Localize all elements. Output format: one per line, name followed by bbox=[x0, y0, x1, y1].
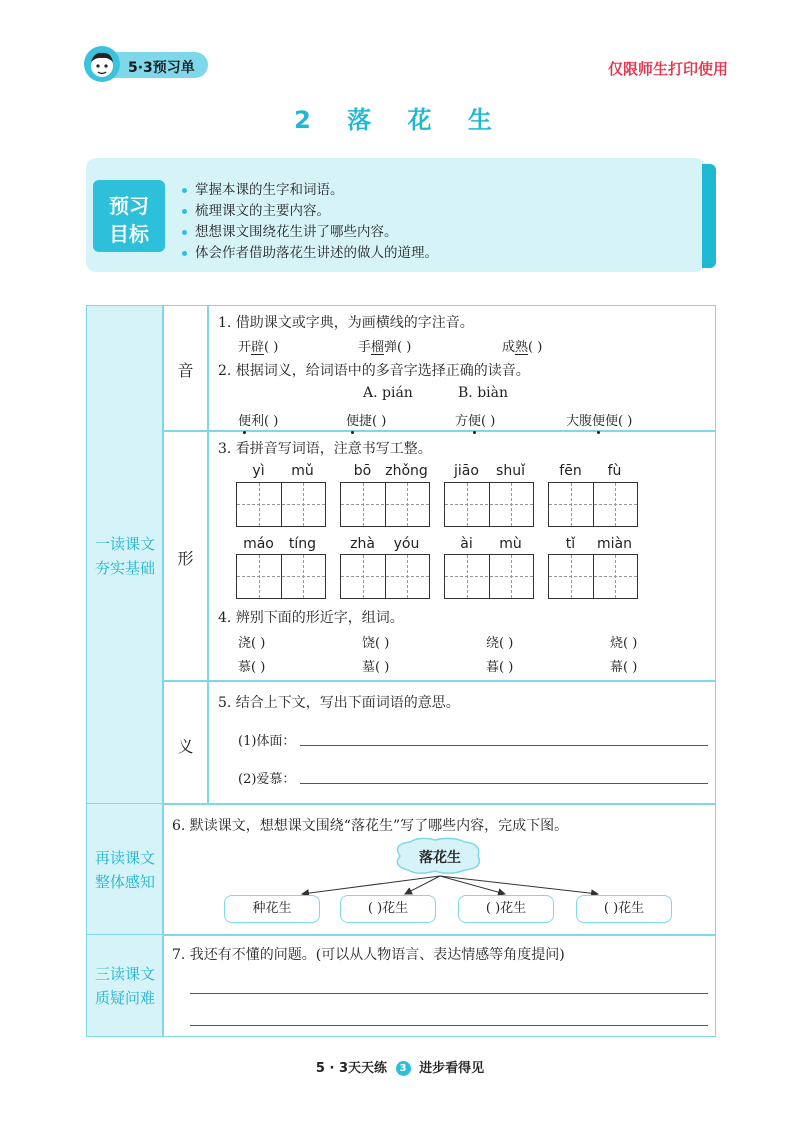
option-b: B. biàn bbox=[458, 385, 508, 401]
goal-item: 体会作者借助落花生讲述的做人的道理。 bbox=[182, 243, 438, 264]
goals-list bbox=[182, 180, 438, 264]
pinyin: shuǐ bbox=[496, 463, 525, 479]
q4-item: 墓( ) bbox=[362, 660, 390, 675]
goals-side-strip bbox=[702, 164, 716, 268]
print-note: 仅限师生打印使用 bbox=[607, 60, 728, 78]
pinyin: jiāo bbox=[454, 463, 479, 479]
q4-item: 幕( ) bbox=[610, 660, 638, 675]
question-7: 7. 我还有不懂的问题。(可以从人物语言、表达情感等角度提问) bbox=[172, 947, 565, 963]
writing-grid[interactable] bbox=[548, 482, 638, 527]
pinyin: tíng bbox=[288, 536, 317, 552]
goals-tag-line1: 预习 bbox=[109, 194, 149, 218]
pinyin: tǐ bbox=[565, 536, 576, 552]
diagram-node[interactable]: ( )花生 bbox=[576, 895, 672, 923]
writing-grid[interactable] bbox=[548, 554, 638, 599]
pinyin: zhǒng bbox=[385, 463, 428, 479]
pinyin: miàn bbox=[597, 536, 632, 552]
writing-grid[interactable] bbox=[444, 482, 534, 527]
question-5: 5. 结合上下文，写出下面词语的意思。 bbox=[218, 695, 460, 711]
section1-label: 一读课文 夯实基础 bbox=[94, 535, 155, 577]
section3-label: 三读课文 质疑问难 bbox=[94, 965, 155, 1007]
footer bbox=[0, 1057, 800, 1076]
footer-right: 进步看得见 bbox=[419, 1061, 485, 1076]
pinyin: fù bbox=[607, 463, 622, 479]
q2-word: 便利( ) bbox=[238, 410, 278, 429]
option-a: A. pián bbox=[363, 385, 413, 401]
q4-item: 绕( ) bbox=[486, 636, 514, 651]
q5-item: (1)体面： bbox=[238, 734, 296, 749]
goal-item: 梳理课文的主要内容。 bbox=[182, 201, 438, 222]
q1-word: 成熟( ) bbox=[502, 340, 543, 355]
q2-word: 大腹便便( ) bbox=[566, 410, 632, 429]
goal-item: 掌握本课的生字和词语。 bbox=[182, 180, 438, 201]
diagram-center: 落花生 bbox=[419, 850, 461, 866]
answer-line[interactable] bbox=[300, 783, 708, 784]
q4-item: 饶( ) bbox=[362, 636, 390, 651]
goals-tag-line2: 目标 bbox=[109, 222, 149, 246]
q2-word: 便捷( ) bbox=[346, 410, 386, 429]
answer-line[interactable] bbox=[300, 745, 708, 746]
question-4: 4. 辨别下面的形近字，组词。 bbox=[218, 610, 404, 626]
q4-item: 慕( ) bbox=[238, 660, 266, 675]
cat-sound: 音 bbox=[177, 361, 194, 380]
cat-shape: 形 bbox=[177, 549, 194, 568]
footer-left: 5 · 3天天练 bbox=[315, 1061, 387, 1076]
question-2: 2. 根据词义，给词语中的多音字选择正确的读音。 bbox=[218, 363, 530, 379]
q1-word: 手榴弹( ) bbox=[358, 340, 412, 355]
question-6: 6. 默读课文，想想课文围绕“落花生”写了哪些内容，完成下图。 bbox=[172, 818, 569, 834]
q1-word: 开辟( ) bbox=[238, 340, 279, 355]
goal-item: 想想课文围绕花生讲了哪些内容。 bbox=[182, 222, 438, 243]
answer-line[interactable] bbox=[190, 1025, 708, 1026]
cat-meaning: 义 bbox=[177, 737, 194, 756]
pinyin: fēn bbox=[559, 463, 582, 479]
question-3: 3. 看拼音写词语，注意书写工整。 bbox=[218, 441, 432, 457]
q2-word: 方便( ) bbox=[455, 410, 495, 429]
diagram-node[interactable]: ( )花生 bbox=[458, 895, 554, 923]
answer-line[interactable] bbox=[190, 993, 708, 994]
q4-item: 烧( ) bbox=[610, 636, 638, 651]
writing-grid[interactable] bbox=[340, 554, 430, 599]
pinyin: máo bbox=[243, 536, 274, 552]
pinyin: zhà bbox=[350, 536, 375, 552]
section2-label: 再读课文 整体感知 bbox=[94, 849, 155, 891]
footer-badge: 3 bbox=[396, 1061, 411, 1076]
q4-item: 暮( ) bbox=[486, 660, 514, 675]
q4-item: 浇( ) bbox=[238, 636, 266, 651]
writing-grid[interactable] bbox=[236, 554, 326, 599]
diagram-node: 种花生 bbox=[224, 895, 320, 923]
question-1: 1. 借助课文或字典，为画横线的字注音。 bbox=[218, 315, 474, 331]
logo-label: 5·3预习单 bbox=[128, 60, 195, 76]
pinyin: bō bbox=[353, 463, 372, 479]
pinyin: mǔ bbox=[291, 463, 314, 479]
pinyin: yì bbox=[252, 463, 265, 479]
diagram-node[interactable]: ( )花生 bbox=[340, 895, 436, 923]
pinyin: yóu bbox=[393, 536, 420, 552]
page-title: 2 落 花 生 bbox=[294, 106, 506, 134]
pinyin: ài bbox=[460, 536, 473, 552]
goals-tag bbox=[93, 180, 165, 252]
pinyin: mù bbox=[499, 536, 522, 552]
writing-grid[interactable] bbox=[444, 554, 534, 599]
q5-item: (2)爱慕： bbox=[238, 772, 296, 787]
writing-grid[interactable] bbox=[340, 482, 430, 527]
mascot-icon bbox=[84, 46, 120, 82]
writing-grid[interactable] bbox=[236, 482, 326, 527]
